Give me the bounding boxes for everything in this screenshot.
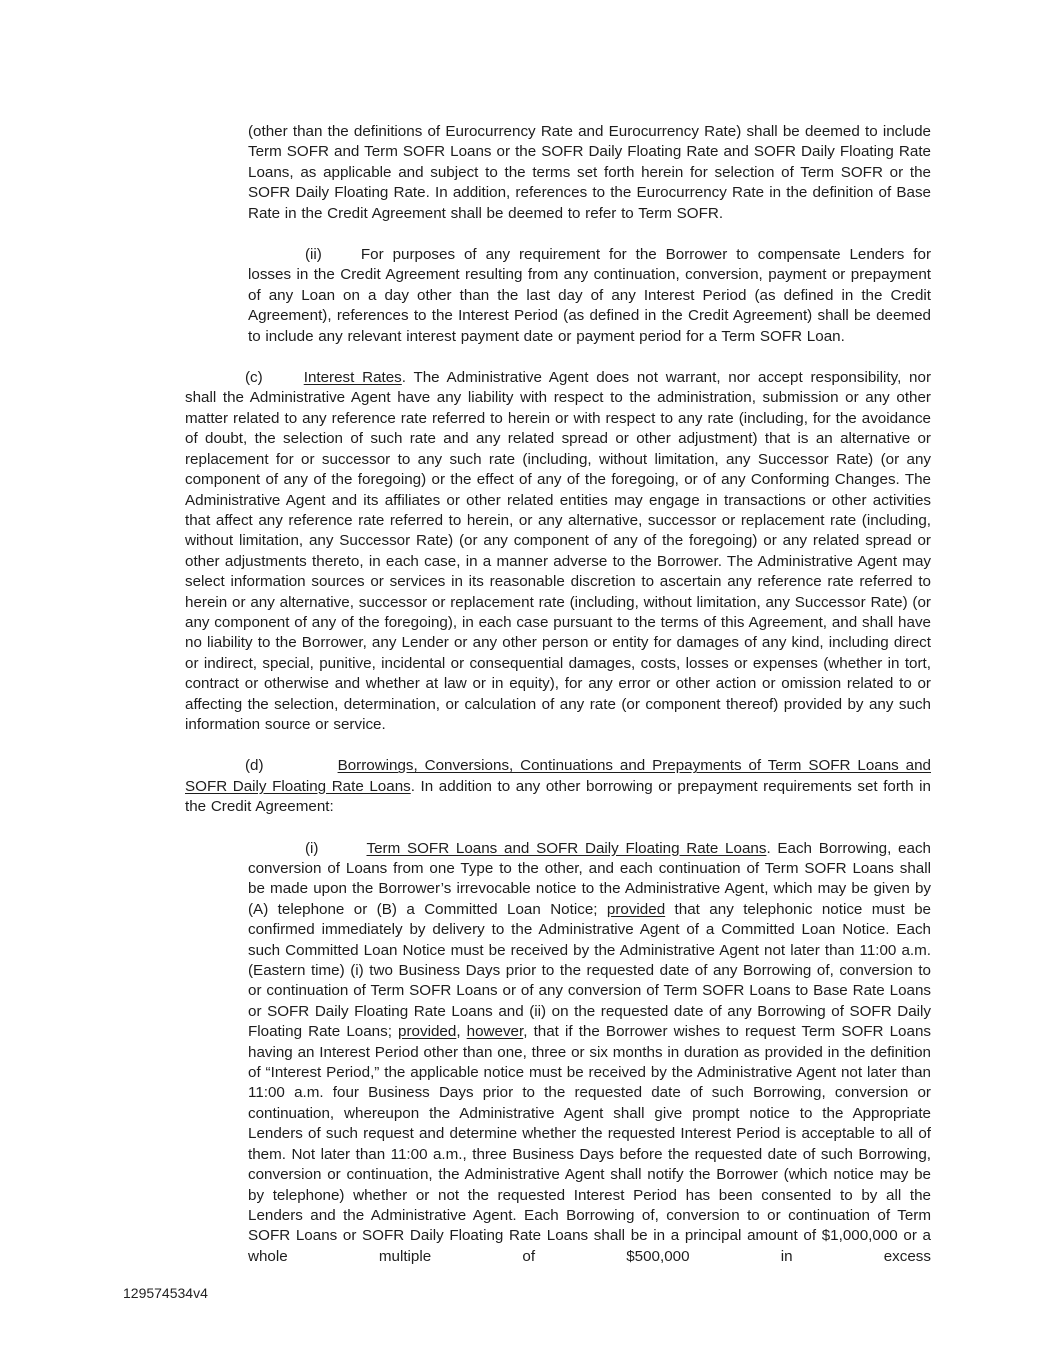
document-stamp-number: 129574534v4: [123, 1285, 208, 1301]
paragraph-text: . In addition to any other borrowing or prepayment requirements set forth in the Credit Agreement:: [185, 777, 931, 816]
tab-spacer: [319, 852, 367, 853]
heading-borrowings-conversions: Borrowings, Conversions, Continuations and Prepayments of Term SOFR Loans and SOFR Daily Floating Rate Loans: [185, 757, 931, 795]
paragraph-text: (other than the definitions of Eurocurrency Rate and Eurocurrency Rate) shall be deemed to include Term SOFR and Term SOFR Loans or the SOFR Daily Floating Rate and SOFR Daily Floating Rate Loans, as applicable and subject to the terms set forth herein for selection of Term SOFR or the SOFR Daily Floating Rate. In addition, references to the Eurocurrency Rate in the definition of Base Rate in the Credit Agreement shall be deemed to refer to Term SOFR.: [248, 123, 931, 222]
paragraph-continuation: [248, 122, 931, 224]
tab-spacer: [322, 258, 361, 259]
clause-marker: (i): [305, 839, 319, 857]
tab-spacer: [264, 769, 338, 770]
clause-marker: (d): [245, 757, 264, 775]
heading-interest-rates: Interest Rates: [303, 369, 402, 387]
paragraph-text: . The Administrative Agent does not warrant, nor accept responsibility, nor shall the Administrative Agent have any liability with respect to the administration, submission or any other matter related to any reference rate referred to herein or with respect to any rate (including, for the avoidance of doubt, the selection of such rate and any related spread or other adjustment) that is an alternative or replacement for or successor to any such rate (including, without limitation, any Successor Rate) (or any component of any of the foregoing) or the effect of any of the foregoing, or of any Conforming Changes. The Administrative Agent and its affiliates or other related entities may engage in transactions or other activities that affect any reference rate referred to herein, or any alternative, successor or replacement rate (including, without limitation, any Successor Rate) (or any component of any of the foregoing) or any related spread or other adjustments thereto, in each case, in a manner adverse to the Borrower. The Administrative Agent may select information sources or services in its reasonable discretion to ascertain any reference rate referred to herein or any alternative, successor or replacement rate (including, without limitation, any Successor Rate) (or any component of any of the foregoing), in each case pursuant to the terms of this Agreement, and shall have no liability to the Borrower, any Lender or any other person or entity for damages of any kind, including direct or indirect, special, punitive, incidental or consequential damages, costs, losses or expenses (whether in tort, contract or otherwise and whether at law or in equity), for any error or other action or omission related to or affecting the selection, determination, or calculation of any rate (or component thereof) provided by any such information source or service.: [185, 369, 931, 733]
paragraph-clause-c: [185, 368, 931, 735]
clause-marker: (ii): [305, 246, 322, 264]
paragraph-text: For purposes of any requirement for the Borrower to compensate Lenders for losses in the Credit Agreement resulting from any continuation, conversion, payment or prepayment of any Loan on a day other than the last day of any Interest Period (as defined in the Credit Agreement), references to the Interest Period (as defined in the Credit Agreement) shall be deemed to include any relevant interest payment date or payment period for a Term SOFR Loan.: [248, 246, 931, 345]
paragraph-text: , that if the Borrower wishes to request Term SOFR Loans having an Interest Period other than one, three or six months in duration as provided in the definition of “Interest Period,” the applicable notice must be received by the Administrative Agent not later than 11:00 a.m. four Business Days prior to the requested date of such Borrowing, conversion or continuation, whereupon the Administrative Agent shall give prompt notice to the Appropriate Lenders of such request and determine whether the requested Interest Period is acceptable to all of them. Not later than 11:00 a.m., three Business Days before the requested date of such Borrowing, conversion or continuation, the Administrative Agent shall notify the Borrower (which notice may be by telephone) whether or not the requested Interest Period has been consented to by all the Lenders and the Administrative Agent. Each Borrowing of, conversion to or continuation of Term SOFR Loans or SOFR Daily Floating Rate Loans shall be in a principal amount of $1,000,000 or a whole multiple of $500,000 in excess: [248, 1023, 931, 1265]
tab-spacer: [263, 381, 304, 382]
paragraph-text: that any telephonic notice must be confirmed immediately by delivery to the Administrative Agent of a Committed Loan Notice. Each such Committed Loan Notice must be received by the Administrative Agent not later than 11:00 a.m. (Eastern time) (i) two Business Days prior to the requested date of any Borrowing of, conversion to or continuation of Term SOFR Loans or of any conversion of Term SOFR Loans to Base Rate Loans or SOFR Daily Floating Rate Loans and (ii) on the requested date of any Borrowing of SOFR Daily Floating Rate Loans;: [248, 900, 931, 1041]
heading-term-sofr-loans: Term SOFR Loans and SOFR Daily Floating Rate Loans: [366, 839, 767, 857]
clause-marker: (c): [245, 369, 263, 387]
paragraph-clause-d: [185, 756, 931, 817]
paragraph-text: . Each Borrowing, each conversion of Loans from one Type to the other, and each continuation of Term SOFR Loans shall be made upon the Borrower’s irrevocable notice to the Administrative Agent, which may be given by (A) telephone or (B) a Committed Loan Notice;: [248, 839, 931, 918]
proviso-term: provided: [398, 1023, 457, 1041]
document-body: [185, 122, 931, 1288]
paragraph-clause-i: [248, 839, 931, 1268]
paragraph-clause-ii: [248, 245, 931, 347]
paragraph-text: ,: [456, 1023, 467, 1041]
proviso-term: provided: [606, 900, 666, 918]
proviso-term: however: [466, 1023, 524, 1041]
